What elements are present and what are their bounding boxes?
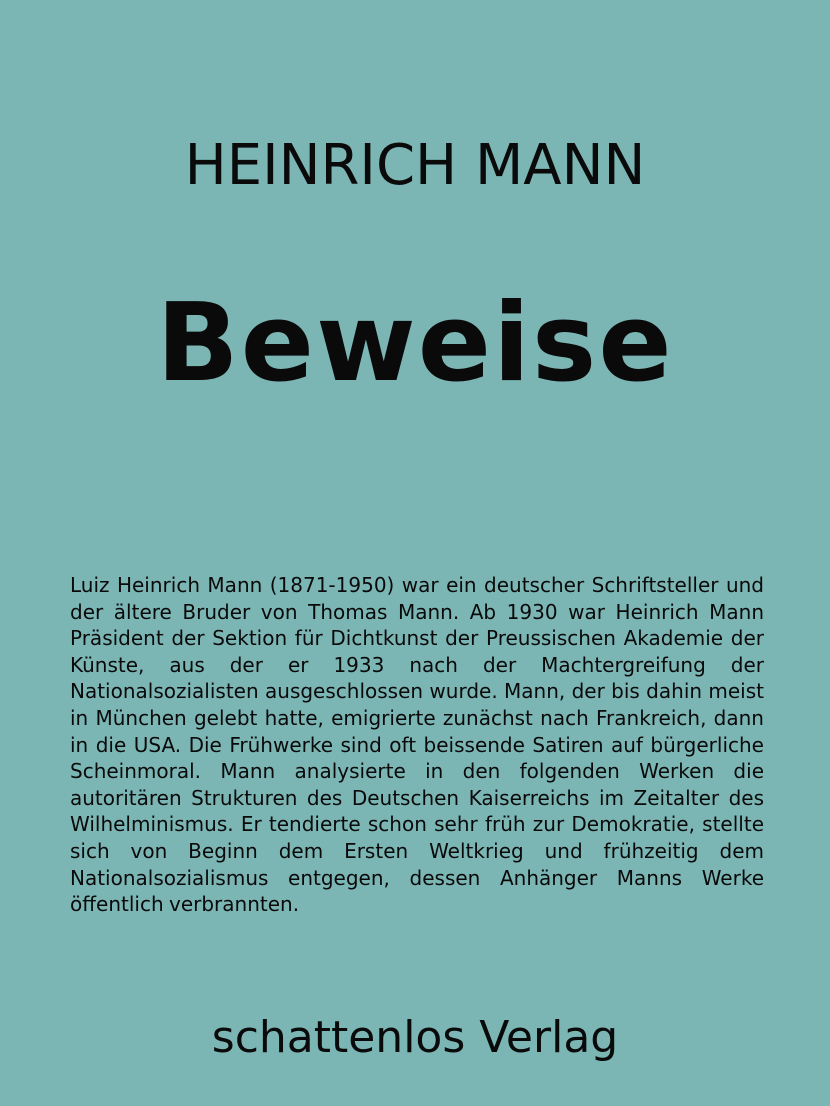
book-title: Beweise <box>156 281 674 406</box>
author-name: HEINRICH MANN <box>184 133 646 198</box>
book-description: Luiz Heinrich Mann (1871-1950) war ein deutscher Schriftsteller und der ältere Bruder von Thomas Mann. Ab 1930 war Heinrich Mann Präsident der Sektion für Dichtkunst der Preussischen Akademie der Künste, aus der er 1933 nach der Machtergreifung der Nationalsozialisten ausgeschlossen wurde. Mann, der bis dahin meist in München gelebt hatte, emigrierte zunächst nach Frankreich, dann in die USA. Die Frühwerke sind oft beissende Satiren auf bürgerliche Scheinmoral. Mann analysierte in den folgenden Werken die autoritären Strukturen des Deutschen Kaiserreichs im Zeitalter des Wilhelminismus. Er tendierte schon sehr früh zur Demokratie, stellte sich von Beginn dem Ersten Weltkrieg und frühzeitig dem Nationalsozialismus entgegen, dessen Anhänger Manns Werke öffentlich verbrannten. <box>70 573 764 917</box>
publisher-name: schattenlos Verlag <box>211 1012 619 1063</box>
